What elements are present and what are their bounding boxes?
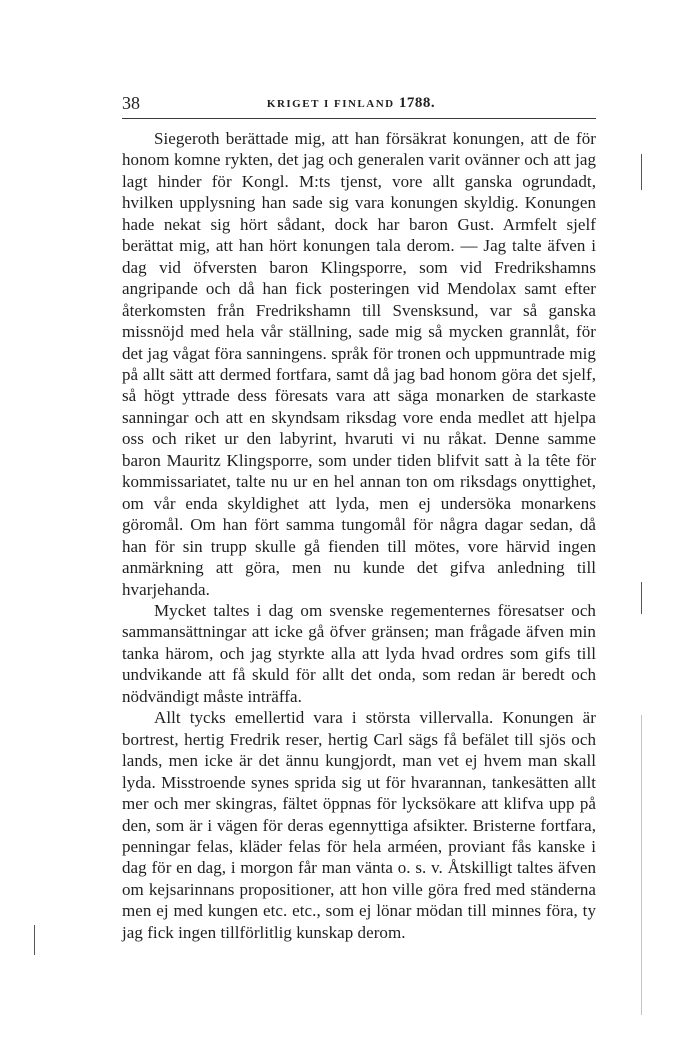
paragraph-2: Mycket taltes i dag om svenske regementernes föresatser och sammansättningar att icke gå öfver gränsen; man frågade äfven min tanka härom, och jag styrkte alla att lyda hvad ordres som gifs till undvikande att få skuld för allt det onda, som redan är beredt och nödvändigt måste inträffa.	[122, 600, 596, 706]
running-head-title-text: KRIGET I FINLAND	[266, 98, 395, 110]
paragraph-3: Allt tycks emellertid vara i största villervalla. Konungen är bortrest, hertig Fredrik reser, hertig Carl sägs få befälet till sjös och lands, men icke är det ännu kungjordt, man vet ej hvem man skall lyda. Misstroende synes sprida sig ut för hvarannan, tankesätten allt mer och mer skingras, fältet öppnas för lycksökare att klifva upp på den, som är i vägen för deras egennyttiga afsikter. Bristerne fortfara, penningar felas, kläder felas för hela arméen, proviant fås kanske i dag för en dag, i morgon får man vänta o. s. v. Åtskilligt taltes äfven om kejsarinnans propositioner, att hon ville göra fred med ständerna men ej med kungen etc. etc., som ej lönar mödan till minnes föra, ty jag fick ingen tillförlitlig kunskap derom.	[122, 708, 596, 942]
running-head-title	[226, 95, 476, 112]
book-page	[122, 92, 596, 943]
running-head-year: 1788.	[398, 95, 436, 111]
margin-line-mark	[641, 715, 642, 1015]
margin-line-mark	[641, 582, 642, 614]
running-head	[122, 92, 596, 119]
paragraph-1: Siegeroth berättade mig, att han försäkrat konungen, att de för honom komne rykten, det jag och generalen varit ovänner och att jag lagt hinder för Kongl. M:ts tjenst, vore allt ganska ogrundadt, hvilken upplysning han sade sig vara konungen skyldig. Konungen hade nekat sig hört sådant, dock har baron Gust. Armfelt sjelf berättat mig, att han hört konungen tala derom. — Jag talte äfven i dag vid öfversten baron Klingsporre, som vid Fredrikshamns angripande och då han fick posteringen vid Mendolax samt efter återkomsten från Fredrikshamn till Svensksund, var så ganska missnöjd med hela vår ställning, sade mig så mycken grannlåt, för det jag vågat föra sanningens. språk för tronen och uppmuntrade mig på allt sätt att dermed fortfara, samt då jag bad honom göra det sjelf, så högt yttrade dess föresats vara att säga monarken de starkaste sanningar och att en skyndsam riksdag vore enda medlet att hjelpa oss och riket ur den labyrint, hvaruti vi nu råkat. Denne samme baron Mauritz Klingsporre, som under tiden blifvit satt à la tête för kommissariatet, talte nu ur en hel annan ton om riksdags onyttighet, om vår enda skyldighet att lyda, men ej undersöka monarkens göromål. Om han fört samma tungomål för några dagar sedan, då han för sin trupp skulle gå fienden till mötes, vore härvid ingen anmärkning att göra, men nu kunde det gifva anledning till hvarjehanda.	[122, 129, 596, 599]
text-body	[122, 128, 596, 943]
page-number: 38	[122, 93, 140, 113]
margin-line-mark	[34, 925, 35, 955]
margin-line-mark	[641, 154, 642, 190]
